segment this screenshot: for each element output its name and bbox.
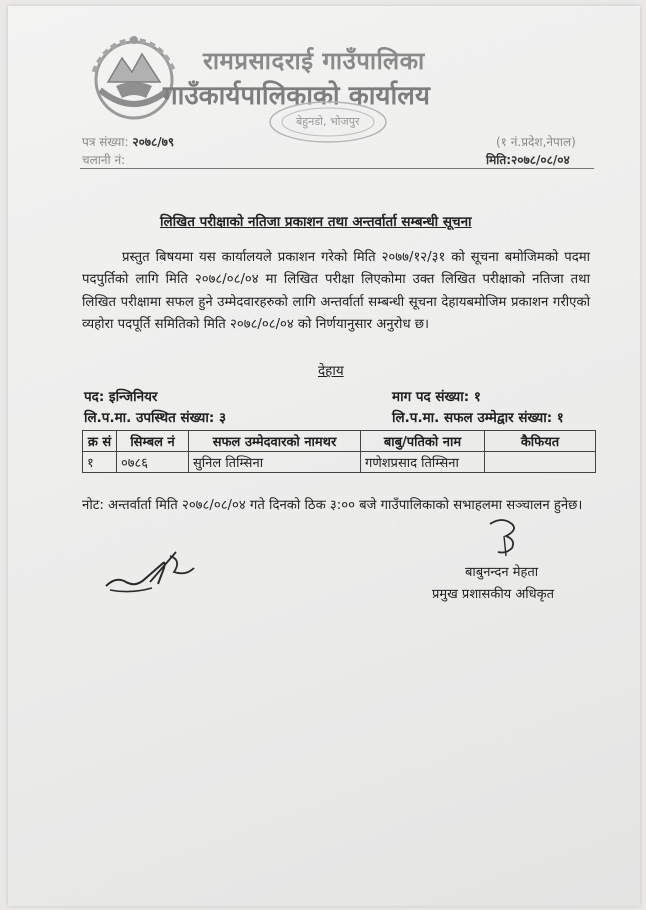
dispatch-number: चलानी नं: [82,153,126,167]
letter-page [8,6,640,906]
ref-number [82,133,174,150]
header-divider [80,168,594,169]
cell-candidate: सुनिल तिम्सिना [189,452,361,473]
cell-remarks [485,452,596,473]
table-header-row [83,431,596,452]
date-value: २०७८/०८/०४ [511,153,570,167]
dehay-heading: देहाय [318,363,344,379]
date-label: मिति: [486,153,512,167]
header-symbol: सिम्बल नं [117,431,189,452]
cell-serial: १ [83,452,117,473]
officer-signature-icon [484,514,524,558]
header-serial: क्र सं [83,431,117,452]
notice-subject: लिखित परीक्षाको नतिजा प्रकाशन तथा अन्तर्वार्ता सम्बन्धी सूचना [160,214,472,230]
ref-value: २०७८/७९ [132,135,175,149]
header-candidate: सफल उम्मेदवारको नामथर [189,431,361,452]
cell-father: गणेशप्रसाद तिम्सिना [361,452,485,473]
province-label: (१ नं.प्रदेश,नेपाल) [496,135,576,149]
demand-count: माग पद संख्या: १ [392,389,481,405]
office-name-line2: गाउँकार्यपालिकाको कार्यालय [163,81,430,111]
office-address: बेहुनडो, भोजपुर [296,115,360,128]
header-remarks: कैफियत [485,431,596,452]
ref-label: पत्र संख्या: [82,135,129,149]
result-table [82,430,596,473]
office-name-line1: रामप्रसादराई गाउँपालिका [203,47,425,75]
interview-note: नोट: अन्तर्वार्ता मिति २०७८/०८/०४ गते दिनको ठिक ३:०० बजे गाउँपालिकाको सभाहलमा सञ्चालन हुनेछ। [82,498,583,513]
cell-symbol: ०७८६ [117,452,189,473]
header-father: बाबु/पतिको नाम [361,431,485,452]
signatory-name: बाबुनन्दन मेहता [465,565,539,580]
passed-count: लि.प.मा. सफल उम्मेद्वार संख्या: १ [392,410,564,426]
notice-body: प्रस्तुत बिषयमा यस कार्यालयले प्रकाशन गरेको मिति २०७७/१२/३१ को सूचना बमोजिमको पदमा पदपुर्तिको लागि मिति २०७८/०८/०४ मा लिखित परीक्षा लिएकोमा उक्त लिखित परीक्षाको नतिजा तथा लिखित परीक्षामा सफल हुने उम्मेदवारहरुको लागि अन्तर्वार्ता सम्बन्धी सूचना देहायबमोजिम प्रकाशन गरीएको व्यहोरा पदपूर्ति समितिको मिति २०७८/०८/०४ को निर्णयानुसार अनुरोध छ। [82,250,590,332]
letter-date [486,151,570,168]
signatory-title: प्रमुख प्रशासकीय अधिकृत [432,587,555,602]
present-count: लि.प.मा. उपस्थित संख्या: ३ [84,410,227,426]
signature-icon [100,538,200,598]
post-name: पद: इन्जिनियर [84,389,158,405]
table-row [83,452,596,473]
